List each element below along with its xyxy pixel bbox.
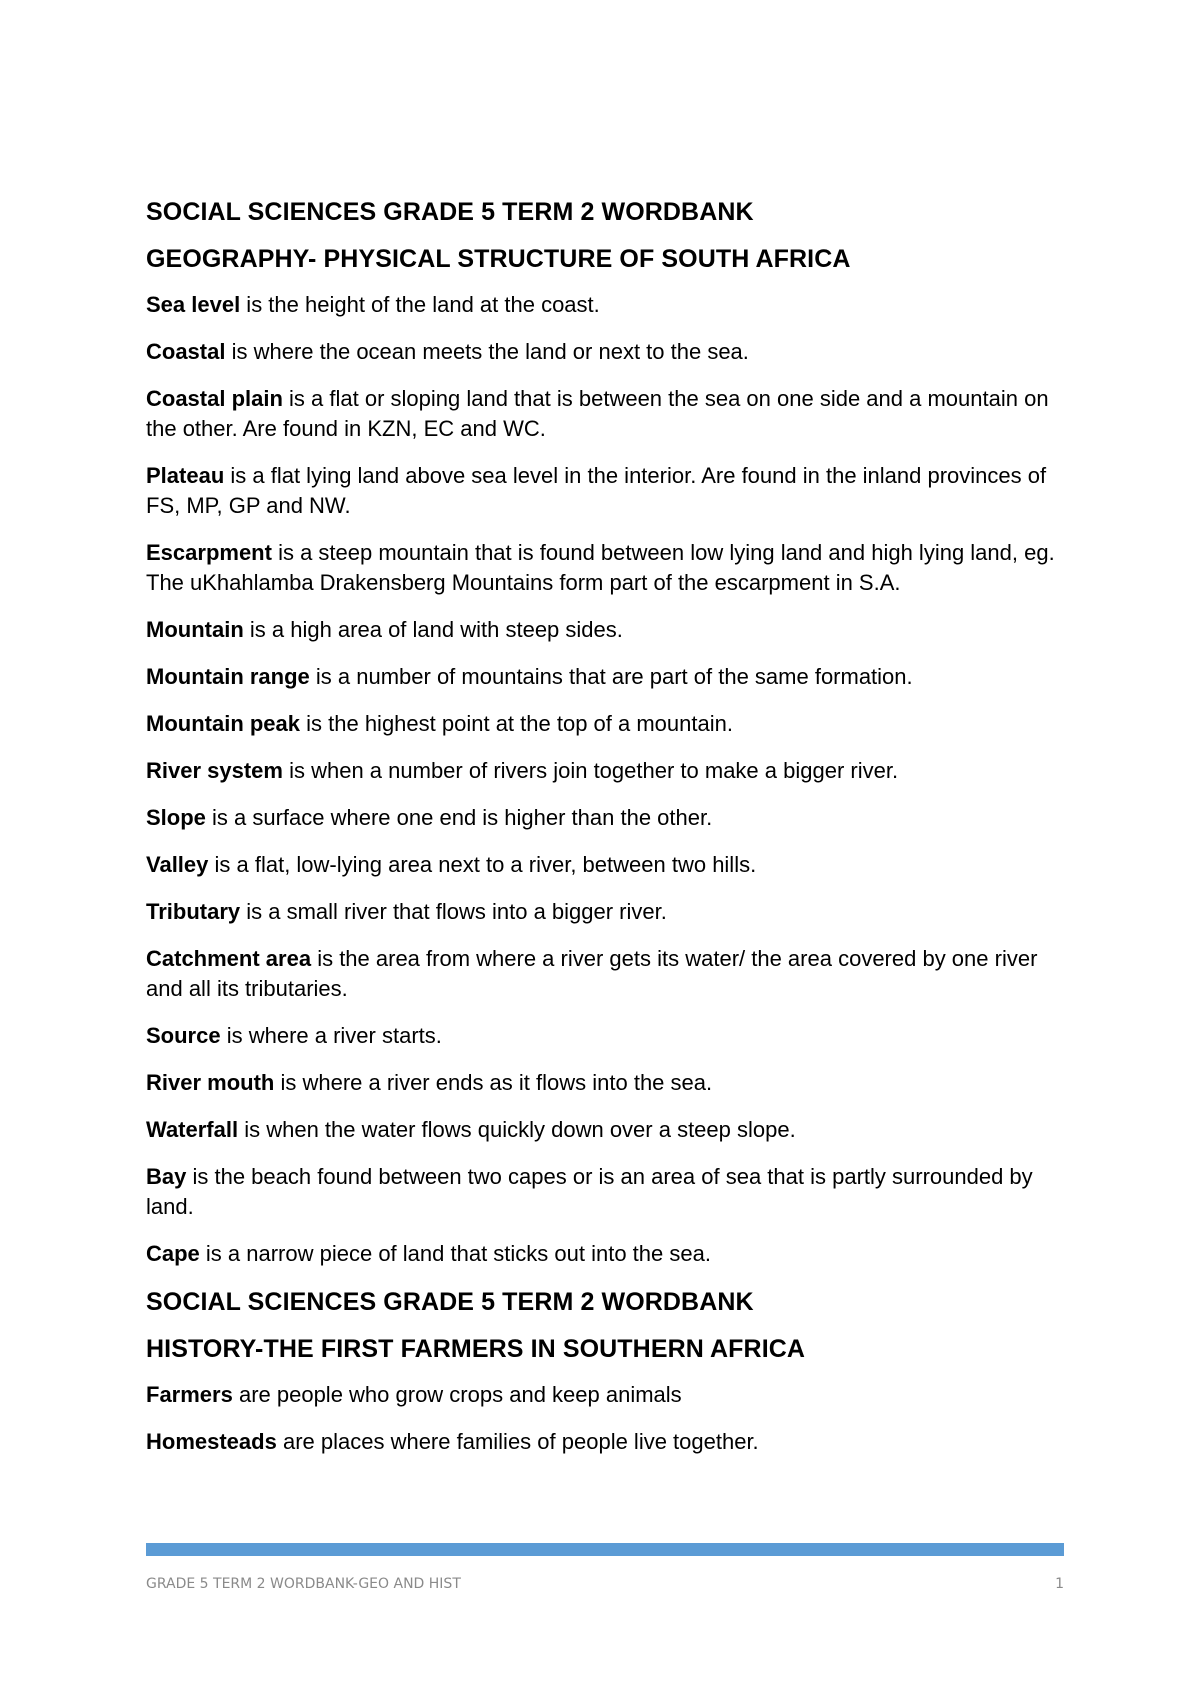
glossary-term: Tributary [146, 899, 241, 924]
glossary-entry [146, 461, 1066, 521]
glossary-definition: is the area from where a river gets its water/ the area covered by one river and all its tributaries. [146, 946, 1038, 1001]
geography-entry-list [146, 290, 1066, 1269]
glossary-entry [146, 290, 1066, 320]
glossary-term: Valley [146, 852, 209, 877]
glossary-term: Mountain peak [146, 711, 301, 736]
glossary-entry [146, 1115, 1066, 1145]
glossary-definition: is a surface where one end is higher than the other. [205, 805, 713, 830]
glossary-definition: is where a river ends as it flows into the sea. [274, 1070, 713, 1095]
glossary-entry [146, 538, 1066, 598]
glossary-entry [146, 662, 1066, 692]
glossary-entry [146, 1427, 1066, 1457]
glossary-entry [146, 756, 1066, 786]
glossary-term: Coastal [146, 339, 226, 364]
glossary-definition: is when the water flows quickly down over a steep slope. [238, 1117, 796, 1142]
glossary-definition: is a narrow piece of land that sticks out into the sea. [199, 1241, 711, 1266]
glossary-definition: is where a river starts. [220, 1023, 442, 1048]
glossary-definition: is where the ocean meets the land or next to the sea. [225, 339, 749, 364]
glossary-entry [146, 897, 1066, 927]
glossary-entry [146, 1021, 1066, 1051]
glossary-definition: is a flat lying land above sea level in the interior. Are found in the inland provinces of FS, MP, GP and NW. [146, 463, 1047, 518]
history-section-heading: HISTORY-THE FIRST FARMERS IN SOUTHERN AFRICA [146, 1335, 806, 1363]
glossary-term: Mountain range [146, 664, 310, 689]
glossary-term: Bay [146, 1164, 187, 1189]
glossary-term: Farmers [146, 1382, 233, 1407]
glossary-definition: is a steep mountain that is found between low lying land and high lying land, eg. The uKhahlamba Drakensberg Mountains form part of the escarpment in S.A. [146, 540, 1055, 595]
glossary-entry [146, 709, 1066, 739]
glossary-entry [146, 803, 1066, 833]
geography-wordbank-title: SOCIAL SCIENCES GRADE 5 TERM 2 WORDBANK [146, 198, 754, 226]
glossary-term: Homesteads [146, 1429, 277, 1454]
history-entry-list [146, 1380, 1066, 1457]
glossary-term: Catchment area [146, 946, 312, 971]
glossary-definition: is the beach found between two capes or is an area of sea that is partly surrounded by land. [146, 1164, 1033, 1219]
glossary-term: Coastal plain [146, 386, 283, 411]
glossary-entry [146, 1380, 1066, 1410]
glossary-term: Mountain [146, 617, 244, 642]
glossary-definition: is a flat or sloping land that is between the sea on one side and a mountain on the other. Are found in KZN, EC and WC. [146, 386, 1049, 441]
glossary-definition: is the highest point at the top of a mountain. [300, 711, 733, 736]
glossary-definition: is a number of mountains that are part of the same formation. [309, 664, 913, 689]
glossary-definition: is the height of the land at the coast. [240, 292, 600, 317]
glossary-entry [146, 850, 1066, 880]
footer-divider-bar [146, 1543, 1064, 1556]
glossary-term: Plateau [146, 463, 225, 488]
glossary-definition: is when a number of rivers join together to make a bigger river. [282, 758, 899, 783]
glossary-entry [146, 384, 1066, 444]
page-number: 1 [1055, 1576, 1064, 1592]
glossary-term: Cape [146, 1241, 200, 1266]
glossary-term: River system [146, 758, 283, 783]
glossary-definition: is a small river that flows into a bigger river. [240, 899, 667, 924]
glossary-definition: is a flat, low-lying area next to a river, between two hills. [208, 852, 757, 877]
glossary-entry [146, 1239, 1066, 1269]
document-body [146, 196, 1066, 1474]
glossary-definition: are places where families of people live together. [276, 1429, 759, 1454]
glossary-term: Waterfall [146, 1117, 239, 1142]
glossary-entry [146, 337, 1066, 367]
glossary-term: Sea level [146, 292, 241, 317]
glossary-term: Source [146, 1023, 221, 1048]
glossary-entry [146, 1162, 1066, 1222]
history-wordbank-title: SOCIAL SCIENCES GRADE 5 TERM 2 WORDBANK [146, 1288, 754, 1316]
glossary-entry [146, 944, 1066, 1004]
geography-section-heading: GEOGRAPHY- PHYSICAL STRUCTURE OF SOUTH AFRICA [146, 245, 851, 273]
glossary-term: River mouth [146, 1070, 275, 1095]
glossary-entry [146, 1068, 1066, 1098]
footer-title: GRADE 5 TERM 2 WORDBANK-GEO AND HIST [146, 1576, 461, 1592]
glossary-term: Escarpment [146, 540, 272, 565]
glossary-term: Slope [146, 805, 206, 830]
glossary-definition: is a high area of land with steep sides. [243, 617, 623, 642]
glossary-entry [146, 615, 1066, 645]
glossary-definition: are people who grow crops and keep animals [232, 1382, 682, 1407]
